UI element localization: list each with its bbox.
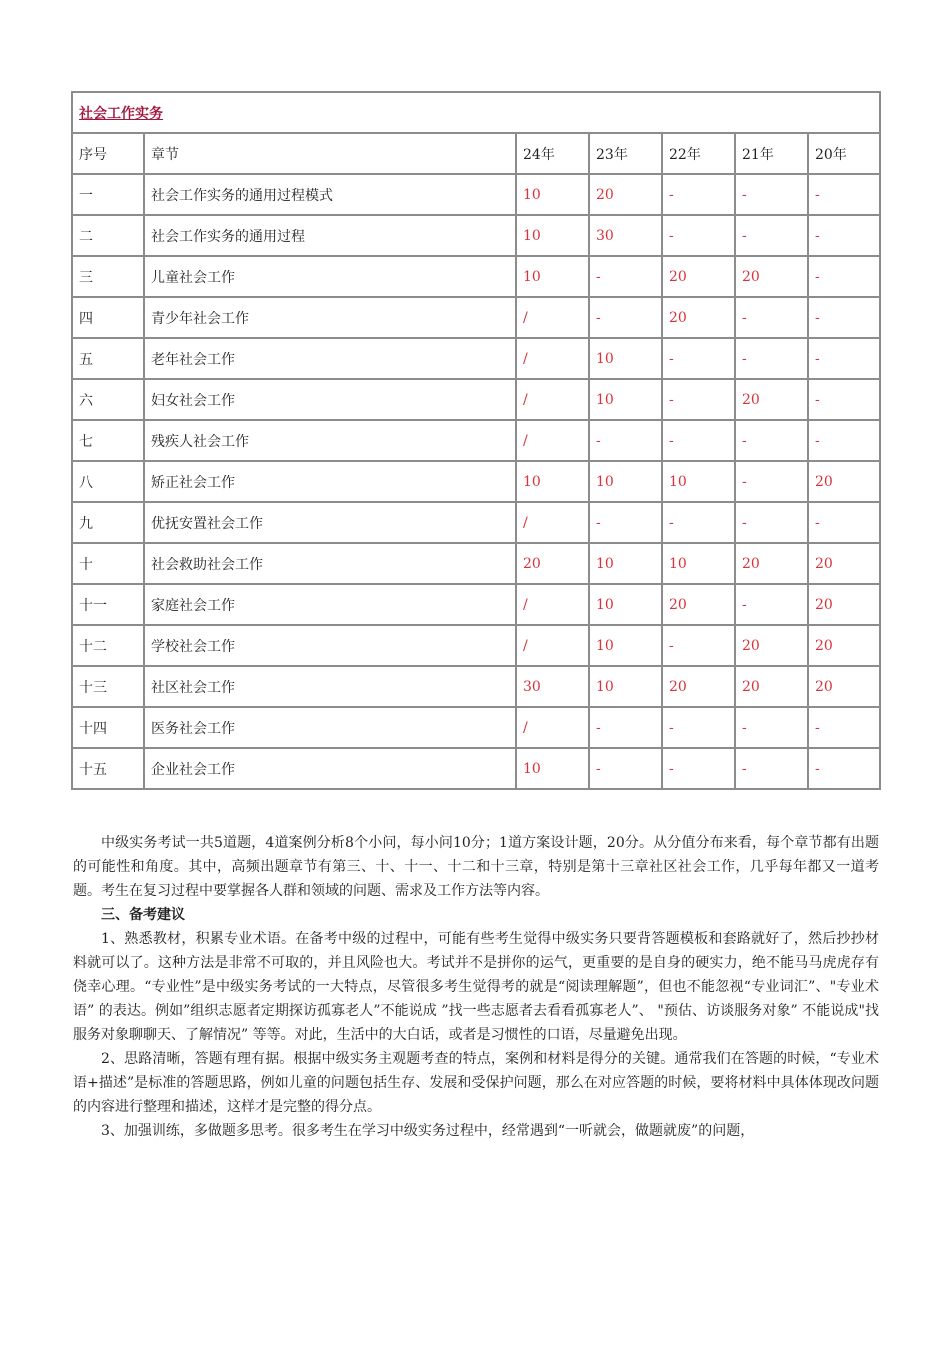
cell-year-24: / [516,420,589,461]
cell-index: 二 [72,215,144,256]
cell-chapter: 儿童社会工作 [144,256,516,297]
cell-year-21: - [735,297,808,338]
table-row [72,420,880,461]
cell-year-24: 20 [516,543,589,584]
cell-year-23: 10 [589,461,662,502]
cell-year-24: 10 [516,256,589,297]
cell-chapter: 企业社会工作 [144,748,516,789]
cell-year-20: - [808,420,880,461]
header-index: 序号 [72,133,144,174]
paragraph-advice-2: 2、思路清晰，答题有理有据。根据中级实务主观题考查的特点，案例和材料是得分的关键。通常我们在答题的时候，“专业术语+描述”是标准的答题思路，例如儿童的问题包括生存、发展和受保护问题，那么在对应答题的时候，要将材料中具体体现改问题的内容进行整理和描述，这样才是完整的得分点。 [73,1051,879,1115]
cell-year-22: 20 [662,256,735,297]
cell-year-20: - [808,502,880,543]
cell-year-21: - [735,461,808,502]
cell-year-22: - [662,625,735,666]
cell-chapter: 学校社会工作 [144,625,516,666]
cell-year-21: - [735,174,808,215]
cell-year-21: - [735,338,808,379]
cell-year-21: 20 [735,666,808,707]
cell-index: 十二 [72,625,144,666]
table-title-cell [72,92,880,133]
cell-index: 十五 [72,748,144,789]
cell-year-23: 10 [589,543,662,584]
cell-year-24: / [516,707,589,748]
cell-year-24: / [516,379,589,420]
cell-chapter: 社区社会工作 [144,666,516,707]
table-row [72,174,880,215]
cell-chapter: 优抚安置社会工作 [144,502,516,543]
cell-year-21: - [735,584,808,625]
cell-year-23: 10 [589,379,662,420]
cell-chapter: 老年社会工作 [144,338,516,379]
paragraph-advice-1: 1、熟悉教材，积累专业术语。在备考中级的过程中，可能有些考生觉得中级实务只要背答题模板和套路就好了，然后抄抄材料就可以了。这种方法是非常不可取的，并且风险也大。考试并不是拼你的运气，更重要的是自身的硬实力，绝不能马马虎虎存有侥幸心理。“专业性”是中级实务考试的一大特点，尽管很多考生觉得考的就是“阅读理解题”，但也不能忽视“专业词汇”、"专业术语” 的表达。例如”组织志愿者定期探访孤寡老人”不能说成 ”找一些志愿者去看看孤寡老人”、 "预估、访谈服务对象” 不能说成"找服务对象聊聊天、了解情况” 等等。对此，生活中的大白话，或者是习惯性的口语，尽量避免出现。 [73,931,879,1043]
cell-chapter: 残疾人社会工作 [144,420,516,461]
cell-year-22: 20 [662,297,735,338]
cell-year-20: 20 [808,666,880,707]
table-row [72,502,880,543]
cell-chapter: 医务社会工作 [144,707,516,748]
cell-year-24: / [516,625,589,666]
cell-chapter: 社会救助社会工作 [144,543,516,584]
cell-year-22: - [662,748,735,789]
cell-chapter: 社会工作实务的通用过程 [144,215,516,256]
table-row [72,707,880,748]
cell-year-23: 10 [589,338,662,379]
cell-year-22: - [662,174,735,215]
cell-year-24: / [516,297,589,338]
cell-index: 九 [72,502,144,543]
cell-index: 一 [72,174,144,215]
cell-year-20: - [808,379,880,420]
cell-year-21: 20 [735,379,808,420]
paragraph-exam-structure: 中级实务考试一共5道题，4道案例分析8个小问，每小问10分；1道方案设计题，20分。从分值分布来看，每个章节都有出题的可能性和角度。其中，高频出题章节有第三、十、十一、十二和十三章，特别是第十三章社区社会工作，几乎每年都又一道考题。考生在复习过程中要掌握各人群和领域的问题、需求及工作方法等内容。 [73,835,879,899]
cell-year-23: 10 [589,584,662,625]
cell-year-20: - [808,256,880,297]
cell-year-24: 10 [516,174,589,215]
table-row [72,256,880,297]
cell-year-24: 10 [516,461,589,502]
table-row [72,748,880,789]
cell-index: 五 [72,338,144,379]
cell-year-21: - [735,707,808,748]
cell-year-20: - [808,338,880,379]
table-row [72,297,880,338]
cell-year-20: 20 [808,461,880,502]
table-header-row [72,133,880,174]
cell-year-24: / [516,584,589,625]
cell-index: 十一 [72,584,144,625]
cell-year-23: - [589,420,662,461]
cell-year-21: 20 [735,256,808,297]
cell-year-22: 10 [662,461,735,502]
cell-year-20: - [808,215,880,256]
cell-year-20: 20 [808,584,880,625]
cell-index: 六 [72,379,144,420]
cell-year-23: - [589,502,662,543]
cell-year-22: - [662,215,735,256]
article-body [73,831,879,1143]
header-year-22: 22年 [662,133,735,174]
cell-year-23: 10 [589,625,662,666]
cell-year-23: 20 [589,174,662,215]
cell-year-20: - [808,707,880,748]
table-row [72,543,880,584]
cell-year-24: 30 [516,666,589,707]
cell-year-20: - [808,297,880,338]
cell-year-21: - [735,215,808,256]
cell-index: 七 [72,420,144,461]
paragraph-advice-3: 3、加强训练，多做题多思考。很多考生在学习中级实务过程中，经常遇到“一听就会，做题就废”的问题， [101,1123,755,1139]
cell-index: 八 [72,461,144,502]
cell-year-23: 30 [589,215,662,256]
header-chapter: 章节 [144,133,516,174]
table-title: 社会工作实务 [79,105,163,122]
cell-year-21: 20 [735,625,808,666]
cell-year-20: 20 [808,625,880,666]
table-row [72,215,880,256]
cell-year-23: - [589,707,662,748]
cell-chapter: 矫正社会工作 [144,461,516,502]
cell-index: 三 [72,256,144,297]
exam-score-table [71,91,881,790]
cell-chapter: 青少年社会工作 [144,297,516,338]
cell-year-21: - [735,748,808,789]
table-row [72,461,880,502]
cell-year-23: - [589,256,662,297]
cell-year-20: - [808,748,880,789]
cell-chapter: 家庭社会工作 [144,584,516,625]
cell-year-24: / [516,502,589,543]
header-year-20: 20年 [808,133,880,174]
cell-year-21: - [735,420,808,461]
cell-chapter: 社会工作实务的通用过程模式 [144,174,516,215]
cell-index: 十三 [72,666,144,707]
cell-year-22: - [662,502,735,543]
cell-year-24: / [516,338,589,379]
cell-year-23: 10 [589,666,662,707]
cell-year-21: 20 [735,543,808,584]
header-year-24: 24年 [516,133,589,174]
table-row [72,666,880,707]
cell-year-22: - [662,420,735,461]
cell-year-22: 20 [662,584,735,625]
cell-index: 四 [72,297,144,338]
cell-index: 十四 [72,707,144,748]
cell-year-22: 10 [662,543,735,584]
section-heading-advice: 三、备考建议 [101,907,185,923]
cell-index: 十 [72,543,144,584]
cell-year-23: - [589,748,662,789]
cell-year-23: - [589,297,662,338]
table-row [72,379,880,420]
cell-year-20: 20 [808,543,880,584]
cell-year-22: - [662,707,735,748]
table-row [72,338,880,379]
cell-year-22: - [662,379,735,420]
cell-year-24: 10 [516,748,589,789]
header-year-23: 23年 [589,133,662,174]
table-row [72,625,880,666]
cell-year-22: 20 [662,666,735,707]
cell-year-20: - [808,174,880,215]
table-row [72,584,880,625]
table-title-row [72,92,880,133]
cell-year-24: 10 [516,215,589,256]
cell-chapter: 妇女社会工作 [144,379,516,420]
header-year-21: 21年 [735,133,808,174]
cell-year-22: - [662,338,735,379]
cell-year-21: - [735,502,808,543]
